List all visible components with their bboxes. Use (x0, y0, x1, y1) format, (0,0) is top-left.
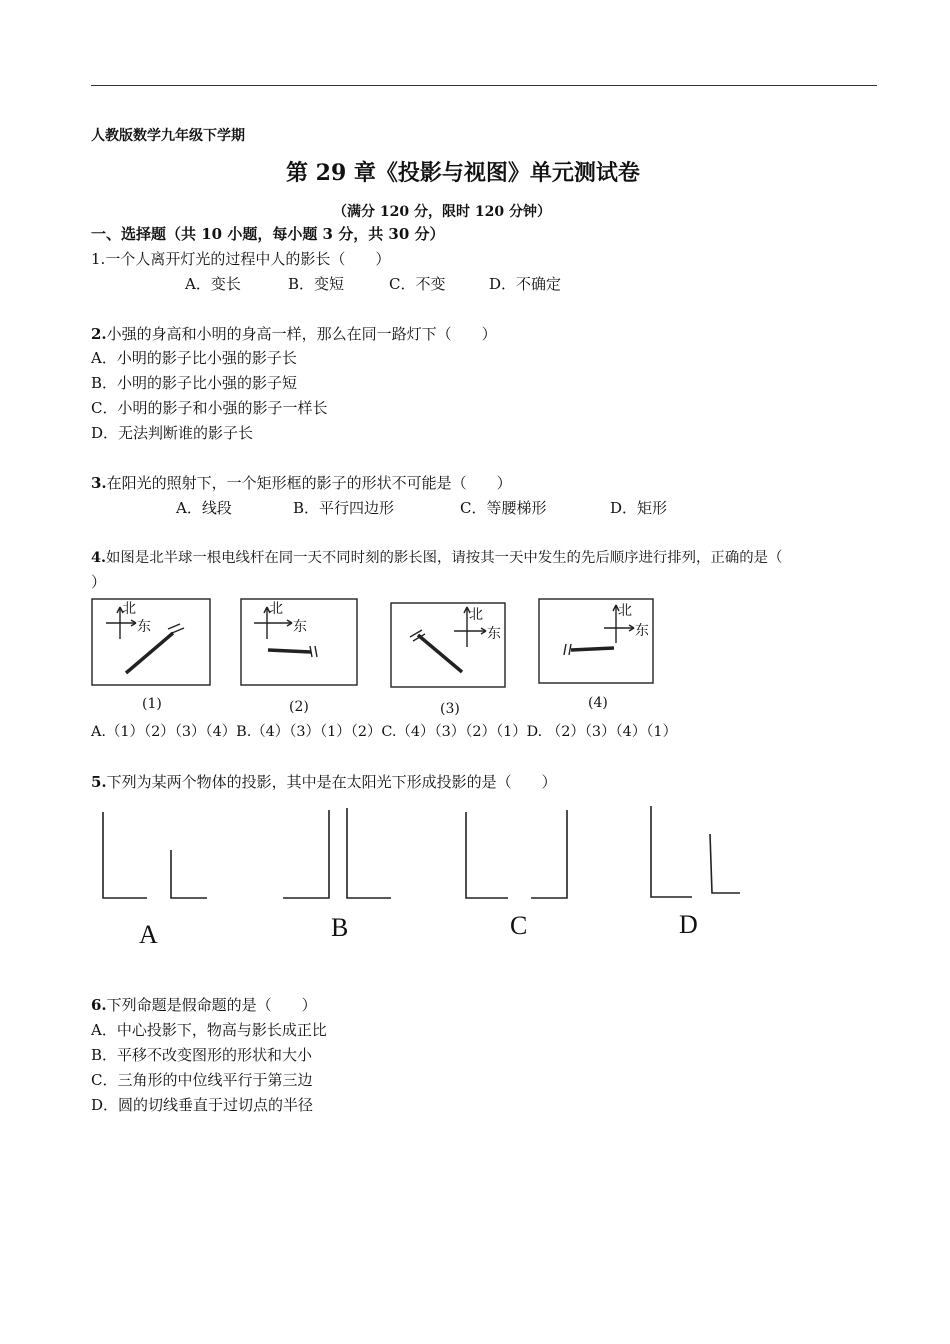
panel-2-frame (241, 599, 357, 685)
q1-option-d: D．不确定 (489, 275, 562, 293)
question-stem: 一个人离开灯光的过程中人的影长（ ） (105, 250, 391, 268)
q3-option-a: A．线段 (176, 499, 232, 517)
question-stem: 如图是北半球一根电线杆在同一天不同时刻的影长图，请按其一天中发生的先后顺序进行排列，正确的是（ (106, 550, 783, 566)
north-label-2: 北 (269, 601, 283, 617)
panel-1-frame (92, 599, 210, 685)
question-number: 5. (91, 773, 107, 791)
question-number: 3. (91, 474, 107, 492)
question-1 (91, 250, 390, 268)
pole-shadow-1 (126, 633, 173, 673)
q4-options: A.（1）（2）（3）（4）B.（4）（3）（1）（2）C.（4）（3）（2）（1）D. （2）（3）（4）（1） (91, 724, 677, 740)
option-a-object-2 (171, 850, 207, 898)
fig-label-1: (1) (142, 696, 162, 712)
question-stem: 下列为某两个物体的投影，其中是在太阳光下形成投影的是（ ） (106, 773, 557, 791)
panel-4-frame (539, 599, 653, 683)
north-label-3: 北 (469, 607, 483, 623)
q5-figure (95, 800, 755, 905)
q2-option-d: D．无法判断谁的影子长 (91, 424, 254, 442)
question-number: 2. (91, 325, 107, 343)
question-3 (91, 474, 512, 492)
pole-shadow-2 (268, 650, 311, 652)
q6-option-d: D．圆的切线垂直于过切点的半径 (91, 1096, 314, 1114)
q5-label-c: C (510, 911, 528, 940)
q6-option-b: B．平移不改变图形的形状和大小 (91, 1046, 313, 1064)
question-number: 4. (91, 549, 107, 566)
option-d-object-2 (710, 834, 740, 893)
q3-option-d: D．矩形 (610, 499, 668, 517)
east-label-4: 东 (635, 623, 649, 639)
header-rule (91, 85, 877, 86)
q6-option-a: A．中心投影下，物高与影长成正比 (91, 1021, 327, 1039)
option-a-object-1 (103, 812, 147, 898)
q1-option-c: C．不变 (389, 275, 446, 293)
q2-option-c: C．小明的影子和小强的影子一样长 (91, 399, 328, 417)
q5-label-a: A (139, 920, 158, 949)
q6-option-c: C．三角形的中位线平行于第三边 (91, 1071, 313, 1089)
q1-option-a: A．变长 (185, 275, 241, 293)
fig-label-3: (3) (440, 701, 460, 717)
q4-figure (88, 593, 668, 718)
q2-option-a: A．小明的影子比小强的影子长 (91, 349, 297, 367)
east-label-2: 东 (293, 619, 307, 635)
subject-label: 人教版数学九年级下学期 (91, 128, 245, 144)
question-number: 1. (91, 250, 106, 268)
north-label-4: 北 (618, 603, 632, 619)
question-6 (91, 996, 317, 1014)
q3-option-c: C．等腰梯形 (460, 499, 547, 517)
question-stem: 下列命题是假命题的是（ ） (106, 996, 317, 1014)
score-note: （满分 120 分，限时 120 分钟） (333, 204, 551, 220)
q5-label-d: D (679, 910, 698, 939)
panel-3-frame (391, 603, 505, 687)
q5-label-b: B (331, 913, 349, 942)
east-label-3: 东 (487, 626, 501, 642)
north-label-1: 北 (122, 601, 136, 617)
question-2 (91, 325, 497, 343)
option-d-object-1 (651, 806, 692, 897)
option-c-object-2 (531, 810, 567, 898)
fig-label-2: (2) (289, 699, 309, 715)
q1-option-b: B．变短 (288, 275, 345, 293)
option-b-object-1 (283, 810, 329, 898)
q3-option-b: B．平行四边形 (293, 499, 395, 517)
question-5 (91, 773, 557, 791)
option-c-object-1 (466, 812, 508, 898)
section-heading: 一、选择题（共 10 小题，每小题 3 分，共 30 分） (91, 225, 445, 243)
page-title: 第 29 章《投影与视图》单元测试卷 (286, 160, 640, 186)
pole-shadow-3 (418, 635, 462, 672)
question-4 (91, 549, 782, 567)
option-b-object-2 (347, 808, 391, 898)
fig-label-4: (4) (588, 695, 608, 711)
question-stem: 小强的身高和小明的身高一样，那么在同一路灯下（ ） (106, 325, 497, 343)
question-4-stem-end: ） (91, 573, 107, 591)
q2-option-b: B．小明的影子比小强的影子短 (91, 374, 298, 392)
east-label-1: 东 (137, 619, 151, 635)
question-number: 6. (91, 996, 107, 1014)
pole-shadow-4 (571, 648, 614, 650)
question-stem: 在阳光的照射下，一个矩形框的影子的形状不可能是（ ） (106, 474, 512, 492)
